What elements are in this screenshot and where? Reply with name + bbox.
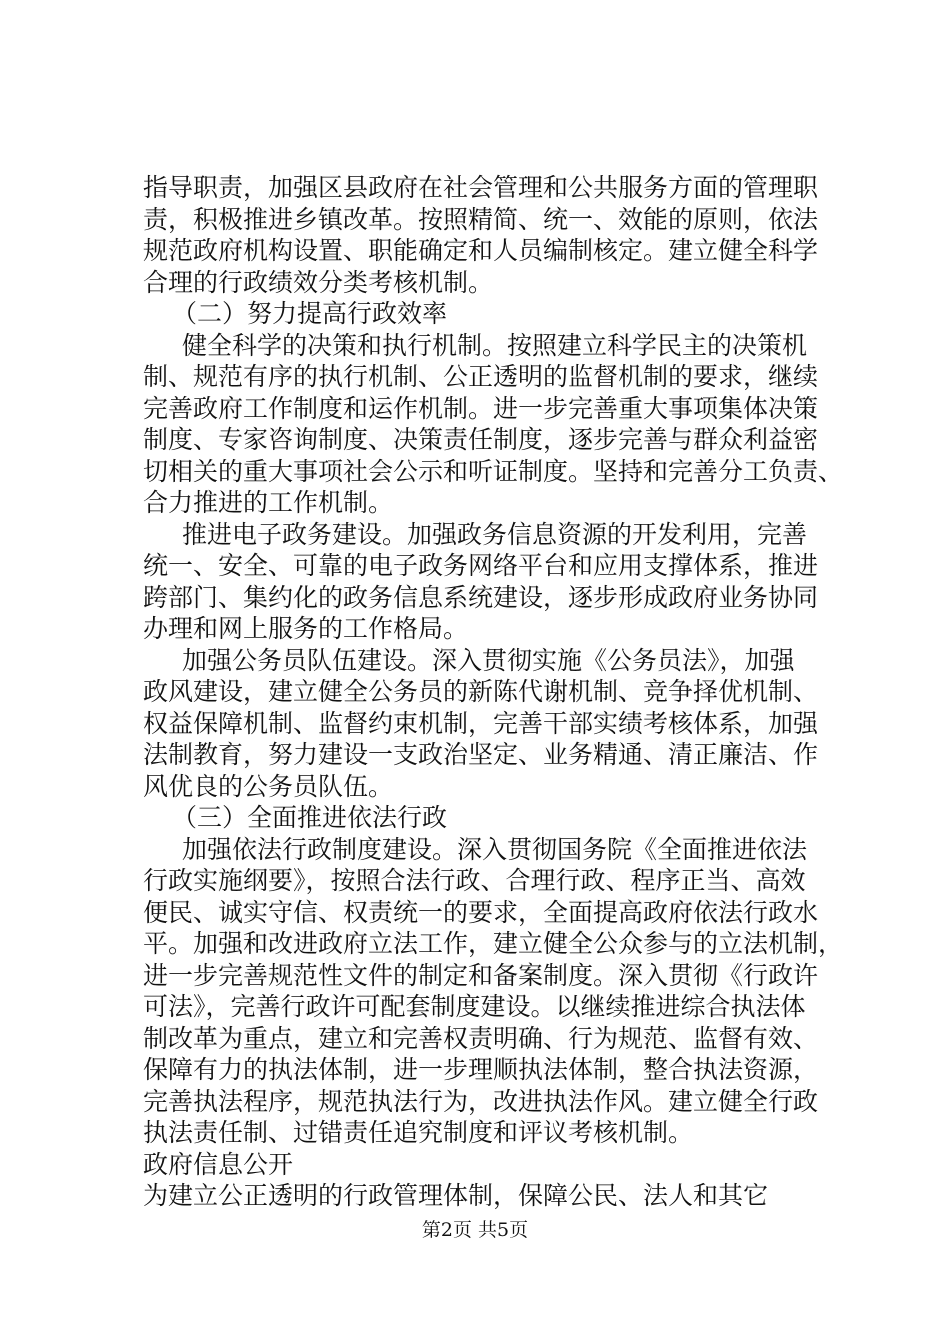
text-line: 权益保障机制、监督约束机制，完善干部实绩考核体系，加强 [143, 708, 819, 738]
page-number-footer: 第2页 共5页 [421, 1219, 529, 1241]
text-line: 执法责任制、过错责任追究制度和评议考核机制。 [143, 1118, 694, 1147]
paragraph-first-line: 加强依法行政制度建设。深入贯彻国务院《全面推进依法 [182, 834, 808, 864]
text-line: 便民、诚实守信、权责统一的要求，全面提高政府依法行政水 [143, 897, 819, 927]
text-line: 制改革为重点，建立和完善权责明确、行为规范、监督有效、 [143, 1023, 819, 1053]
text-line: 行政实施纲要》，按照合法行政、合理行政、程序正当、高效 [143, 866, 806, 895]
text-line: 指导职责，加强区县政府在社会管理和公共服务方面的管理职 [143, 173, 819, 202]
text-line: 法制教育，努力建设一支政治坚定、业务精通、清正廉洁、作 [143, 740, 819, 769]
text-line: 为建立公正透明的行政管理体制，保障公民、法人和其它 [143, 1181, 769, 1210]
section-heading: （二）努力提高行政效率 [172, 299, 448, 328]
text-line: 跨部门、集约化的政务信息系统建设，逐步形成政府业务协同 [143, 582, 819, 612]
text-line: 政风建设，建立健全公务员的新陈代谢机制、竞争择优机制、 [143, 677, 819, 706]
text-line: 平。加强和改进政府立法工作，建立健全公众参与的立法机制， [143, 929, 843, 958]
paragraph-first-line: 推进电子政务建设。加强政务信息资源的开发利用，完善 [182, 519, 808, 549]
section-heading: （三）全面推进依法行政 [172, 803, 448, 832]
text-line: 责，积极推进乡镇改革。按照精简、统一、效能的原则，依法 [143, 204, 819, 234]
text-line: 完善执法程序，规范执法行为，改进执法作风。建立健全行政 [143, 1086, 819, 1116]
text-line: 可法》，完善行政许可配套制度建设。以继续推进综合执法体 [143, 992, 806, 1021]
text-line: 风优良的公务员队伍。 [143, 771, 394, 801]
text-line: 政府信息公开 [143, 1149, 294, 1179]
text-line: 完善政府工作制度和运作机制。进一步完善重大事项集体决策 [143, 393, 819, 423]
text-line: 切相关的重大事项社会公示和听证制度。坚持和完善分工负责、 [143, 456, 843, 486]
paragraph-first-line: 健全科学的决策和执行机制。按照建立科学民主的决策机 [182, 330, 808, 360]
text-line: 制度、专家咨询制度、决策责任制度，逐步完善与群众利益密 [143, 425, 819, 454]
text-line: 合力推进的工作机制。 [143, 488, 394, 517]
paragraph-first-line: 加强公务员队伍建设。深入贯彻实施《公务员法》，加强 [182, 645, 795, 675]
text-line: 进一步完善规范性文件的制定和备案制度。深入贯彻《行政许 [143, 960, 819, 990]
text-line: 办理和网上服务的工作格局。 [143, 614, 469, 643]
text-line: 规范政府机构设置、职能确定和人员编制核定。建立健全科学 [143, 236, 819, 265]
text-line: 合理的行政绩效分类考核机制。 [143, 267, 494, 297]
text-line: 制、规范有序的执行机制、公正透明的监督机制的要求，继续 [143, 362, 819, 391]
text-line: 保障有力的执法体制，进一步理顺执法体制，整合执法资源， [143, 1055, 819, 1084]
text-line: 统一、安全、可靠的电子政务网络平台和应用支撑体系，推进 [143, 551, 819, 580]
